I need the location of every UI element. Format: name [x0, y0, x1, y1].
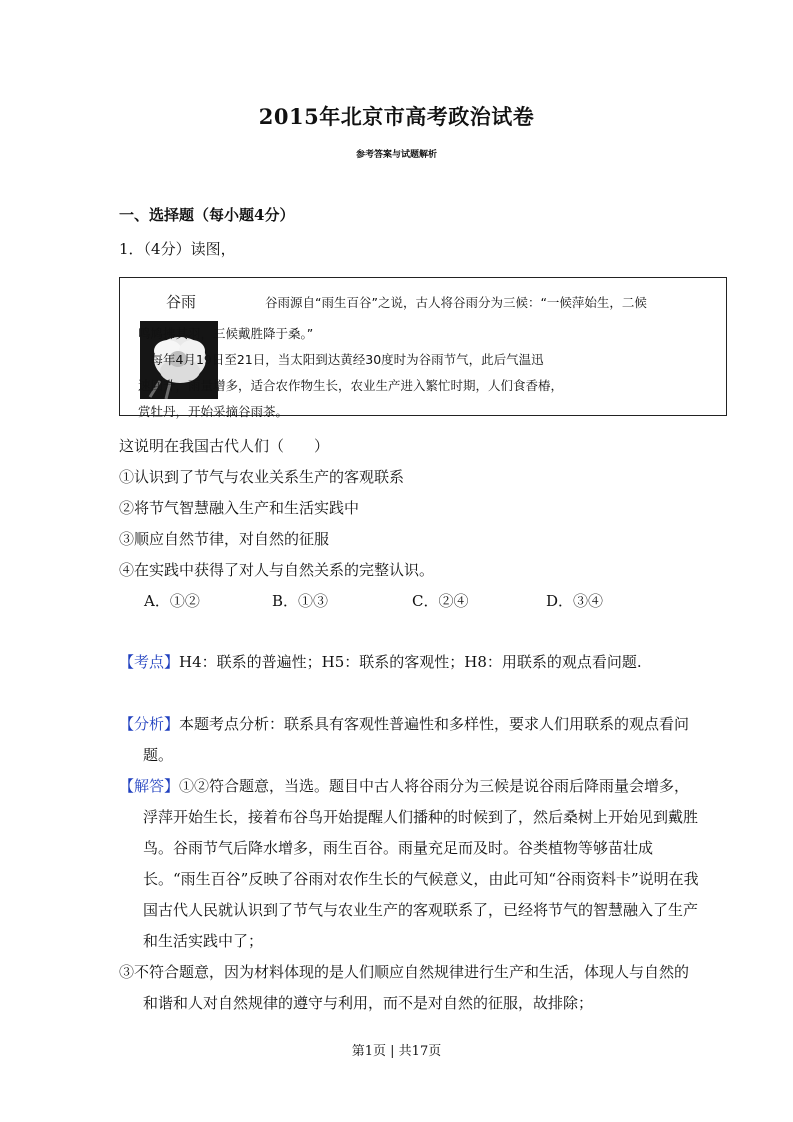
kaodian-text: H4：联系的普遍性；H5：联系的客观性；H8：用联系的观点看问题. — [179, 653, 642, 671]
jieda-paragraph — [119, 771, 703, 957]
material-box-label: 谷雨 — [166, 293, 197, 311]
material-line-2: 鸣鸠拂其羽，三候戴胜降于桑。” — [138, 326, 314, 341]
fenxi-text: 本题考点分析：联系具有客观性普遍性和多样性，要求人们用联系的观点看问题。 — [143, 715, 690, 764]
page-subtitle: 参考答案与试题解析 — [355, 150, 437, 160]
question-item-3: ③顺应自然节律，对自然的征服 — [119, 530, 330, 548]
material-body — [138, 321, 720, 425]
page-title: 2015年北京市高考政治试卷 — [258, 104, 535, 129]
material-line-1: 谷雨源自“雨生百谷”之说，古人将谷雨分为三候：“一候萍始生，二候 — [265, 295, 647, 310]
material-line-5: 赏牡丹，开始采摘谷雨茶。 — [138, 404, 289, 419]
kaodian-tag: 【考点】 — [119, 653, 180, 671]
question-stem: 这说明在我国古代人们（ ） — [119, 437, 330, 455]
page-footer: 第1页 | 共17页 — [351, 1044, 442, 1059]
kaodian-paragraph — [119, 647, 703, 678]
analysis-paragraph-3: ③不符合题意，因为材料体现的是人们顺应自然规律进行生产和生活，体现人与自然的和谐和人对自然规律的遵守与利用，而不是对自然的征服，故排除； — [119, 963, 690, 1012]
jieda-tag: 【解答】 — [119, 777, 180, 795]
fenxi-tag: 【分析】 — [119, 715, 180, 733]
question-item-1: ①认识到了节气与农业关系生产的客观联系 — [119, 468, 405, 486]
fenxi-paragraph — [119, 709, 703, 771]
option-c: C．②④ — [412, 592, 469, 610]
option-a: A．①② — [144, 592, 200, 610]
question-intro: 1．（4分）读图， — [119, 240, 236, 258]
jieda-text: ①②符合题意，当选。题目中古人将谷雨分为三候是说谷雨后降雨量会增多，浮萍开始生长，接着布谷鸟开始提醒人们播种的时候到了，然后桑树上开始见到戴胜鸟。谷雨节气后降水增多，雨生百谷。雨量充足而及时。谷类植物等够苗壮成长。“雨生百谷”反映了谷雨对农作生长的气候意义，由此可知“谷雨资料卡”说明在我国古代人民就认识到了节气与农业生产的客观联系了，已经将节气的智慧融入了生产和生活实践中了； — [143, 777, 699, 950]
option-b: B．①③ — [272, 592, 329, 610]
material-line-3: 每年4月19日至21日，当太阳到达黄经30度时为谷雨节气，此后气温迅 — [150, 352, 544, 367]
section-heading: 一、选择题（每小题4分） — [119, 206, 295, 224]
question-item-2: ②将节气智慧融入生产和生活实践中 — [119, 499, 360, 517]
material-line-4: 速回升，雨量增多，适合农作物生长，农业生产进入繁忙时期，人们食香椿， — [138, 378, 564, 393]
question-item-4: ④在实践中获得了对人与自然关系的完整认识。 — [119, 561, 435, 579]
option-d: D．③④ — [546, 592, 604, 610]
material-box — [119, 277, 727, 419]
